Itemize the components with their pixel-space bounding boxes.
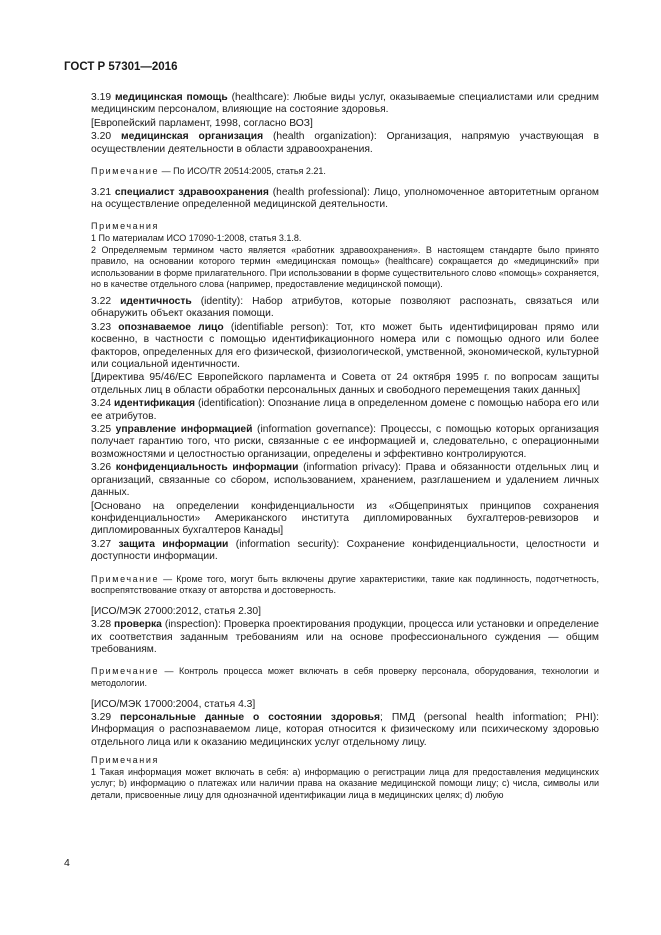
- page-number: 4: [64, 857, 70, 869]
- defined-term: идентичность: [120, 296, 192, 307]
- source-reference: [91, 699, 599, 711]
- definition-paragraph: [91, 322, 599, 372]
- defined-term: медицинская организация: [120, 131, 264, 143]
- clause-number: 3.20: [91, 131, 112, 143]
- defined-term: управление информацией: [115, 424, 253, 436]
- defined-term: конфиденциальность информации: [115, 462, 299, 474]
- note-item: [91, 245, 599, 291]
- clause-number: 3.22: [91, 296, 112, 307]
- note-item: [91, 767, 599, 802]
- definition-text: (health professional): Лицо, уполномоченное авторитетным органом на осуществление определенной медицинской деятельности.: [91, 186, 599, 211]
- note-paragraph: [91, 666, 599, 689]
- reference-text: [Директива 95/46/ЕС Европейского парламента и Совета от 24 октября 1995 г. по вопросам защиты отдельных лиц в области обработки персональных данных и свободного перемещения таких данных]: [91, 372, 599, 396]
- note-item: [91, 233, 599, 245]
- clause-number: 3.28: [91, 619, 112, 631]
- clause-number: 3.25: [91, 424, 112, 436]
- document-code: ГОСТ Р 57301—2016: [64, 61, 178, 73]
- definition-text: (identifiable person): Тот, кто может быть идентифицирован прямо или косвенно, в частности с помощью идентификационного номера или с помощью одного или более факторов, определенных для его физической, физиологической, умственной, экономической, культурной или социальной идентичности.: [91, 321, 599, 371]
- definition-paragraph: [91, 539, 599, 564]
- note-label: Примечание: [91, 666, 160, 677]
- definition-text: (inspection): Проверка проектирования продукции, процесса или установки и определение их соответствия заданным требованиям или на основе профессионального суждения — общим требованиям.: [91, 619, 599, 655]
- definition-text: (healthcare): Любые виды услуг, оказываемые специалистами или средним медицинским персоналом, влияющие на состояние здоровья.: [91, 92, 599, 116]
- note-item-text: 1 Такая информация может включать в себя: a) информацию о регистрации лица для предоставления медицинских услуг; b) информацию о платежах или наличии права на оказание медицинской помощи лицу; c) числа, символы или детали, присвоенные лицу для однозначной идентификации лица в медицинских целях; d) любую: [91, 766, 599, 800]
- definition-text: (identification): Опознание лица в определенном домене с помощью набора его или ее атрибутов.: [91, 398, 599, 422]
- clause-number: 3.26: [91, 462, 112, 474]
- spacer: [91, 157, 599, 166]
- notes-heading: [91, 755, 599, 767]
- definition-paragraph: [91, 296, 599, 321]
- note-item-text: 2 Определяемым термином часто является «работник здравоохранения». В настоящем стандарте было принято правило, на основании которого термин «медицинская помощь» (healthcare) сокращается до «медицинский» при использовании в форме прилагательного. При использовании в форме существительного слово «помощь» сохраняется, но в качестве отдельного слова (например, предоставление медицинской помощи).: [91, 244, 599, 290]
- source-reference: [91, 118, 599, 130]
- note-text: — Кроме того, могут быть включены другие характеристики, такие как подлинность, подотчетность, воспрепятствование отказу от авторства и достоверность.: [91, 573, 599, 596]
- defined-term: медицинская помощь: [114, 92, 228, 103]
- definition-text: (identity): Набор атрибутов, которые позволяют распознать, связаться или обнаружить объект оказания помощи.: [91, 296, 599, 320]
- notes-heading-text: Примечания: [91, 755, 159, 766]
- note-label: Примечание: [91, 166, 160, 177]
- reference-text: [Основано на определении конфиденциальности из «Общепринятых принципов сохранения конфиденциальности» Американского института дипломированных бухгалтеров-ревизоров и дипломированных бухгалтеров Канады]: [91, 500, 599, 537]
- note-item-text: 1 По материалам ИСО 17090-1:2008, статья 3.1.8.: [91, 233, 302, 244]
- defined-term: идентификация: [113, 398, 196, 410]
- spacer: [91, 690, 599, 699]
- definition-text: (information security): Сохранение конфиденциальности, целостности и доступности информации.: [91, 538, 599, 563]
- definition-paragraph: [91, 424, 599, 461]
- definition-text: (information governance): Процессы, с помощью которых организация получает гарантию того, что риски, связанные с ее информацией и, следовательно, с операционными возможностями и целостностью организации, определены и эффективно контролируются.: [91, 424, 600, 460]
- spacer: [91, 178, 599, 187]
- defined-term: персональные данные о состоянии здоровья: [120, 711, 381, 723]
- defined-term: проверка: [114, 619, 162, 631]
- reference-text: [ИСО/МЭК 27000:2012, статья 2.30]: [91, 605, 261, 617]
- clause-number: 3.24: [91, 398, 112, 410]
- clause-number: 3.19: [91, 92, 112, 103]
- clause-number: 3.27: [91, 538, 112, 550]
- spacer: [91, 657, 599, 666]
- definition-paragraph: [91, 398, 599, 423]
- clause-number: 3.29: [91, 711, 112, 723]
- notes-heading-text: Примечания: [91, 221, 159, 232]
- clause-number: 3.21: [91, 186, 112, 198]
- note-paragraph: [91, 574, 599, 597]
- defined-term: опознаваемое лицо: [118, 321, 224, 333]
- source-reference: [91, 606, 599, 618]
- spacer: [91, 212, 599, 221]
- definition-paragraph: [91, 131, 599, 156]
- definition-paragraph: [91, 619, 599, 656]
- definition-paragraph: [91, 92, 599, 117]
- definition-text: (health organization): Организация, напрямую участвующая в осуществлении деятельности в области здравоохранения.: [91, 131, 599, 155]
- note-text: — Контроль процесса может включать в себя проверку персонала, оборудования, технологии и методологии.: [91, 666, 599, 688]
- definition-text: (information privacy): Права и обязанности отдельных лиц и организаций, связанные со сбором, использованием, хранением, разглашением и удалением личных данных.: [91, 462, 599, 499]
- defined-term: специалист здравоохранения: [114, 186, 269, 198]
- spacer: [91, 597, 599, 606]
- reference-text: [ИСО/МЭК 17000:2004, статья 4.3]: [91, 698, 256, 710]
- definition-text: ; ПМД (personal health information; PHI): Информация о распознаваемом лице, которая относится к физическому или психическому здоровью отдельного лица или к оказанию медицинских услуг отдельному лицу.: [91, 711, 599, 748]
- note-text: — По ИСО/TR 20514:2005, статья 2.21.: [159, 166, 326, 177]
- document-body: [91, 92, 599, 802]
- definition-paragraph: [91, 462, 599, 499]
- reference-text: [Европейский парламент, 1998, согласно ВОЗ]: [91, 117, 313, 129]
- source-reference: [91, 372, 599, 397]
- definition-paragraph: [91, 187, 599, 212]
- definition-paragraph: [91, 712, 599, 749]
- defined-term: защита информации: [118, 538, 229, 550]
- clause-number: 3.23: [91, 321, 112, 333]
- note-paragraph: [91, 166, 599, 178]
- spacer: [91, 565, 599, 574]
- source-reference: [91, 501, 599, 538]
- note-label: Примечание: [91, 573, 160, 584]
- notes-heading: [91, 221, 599, 233]
